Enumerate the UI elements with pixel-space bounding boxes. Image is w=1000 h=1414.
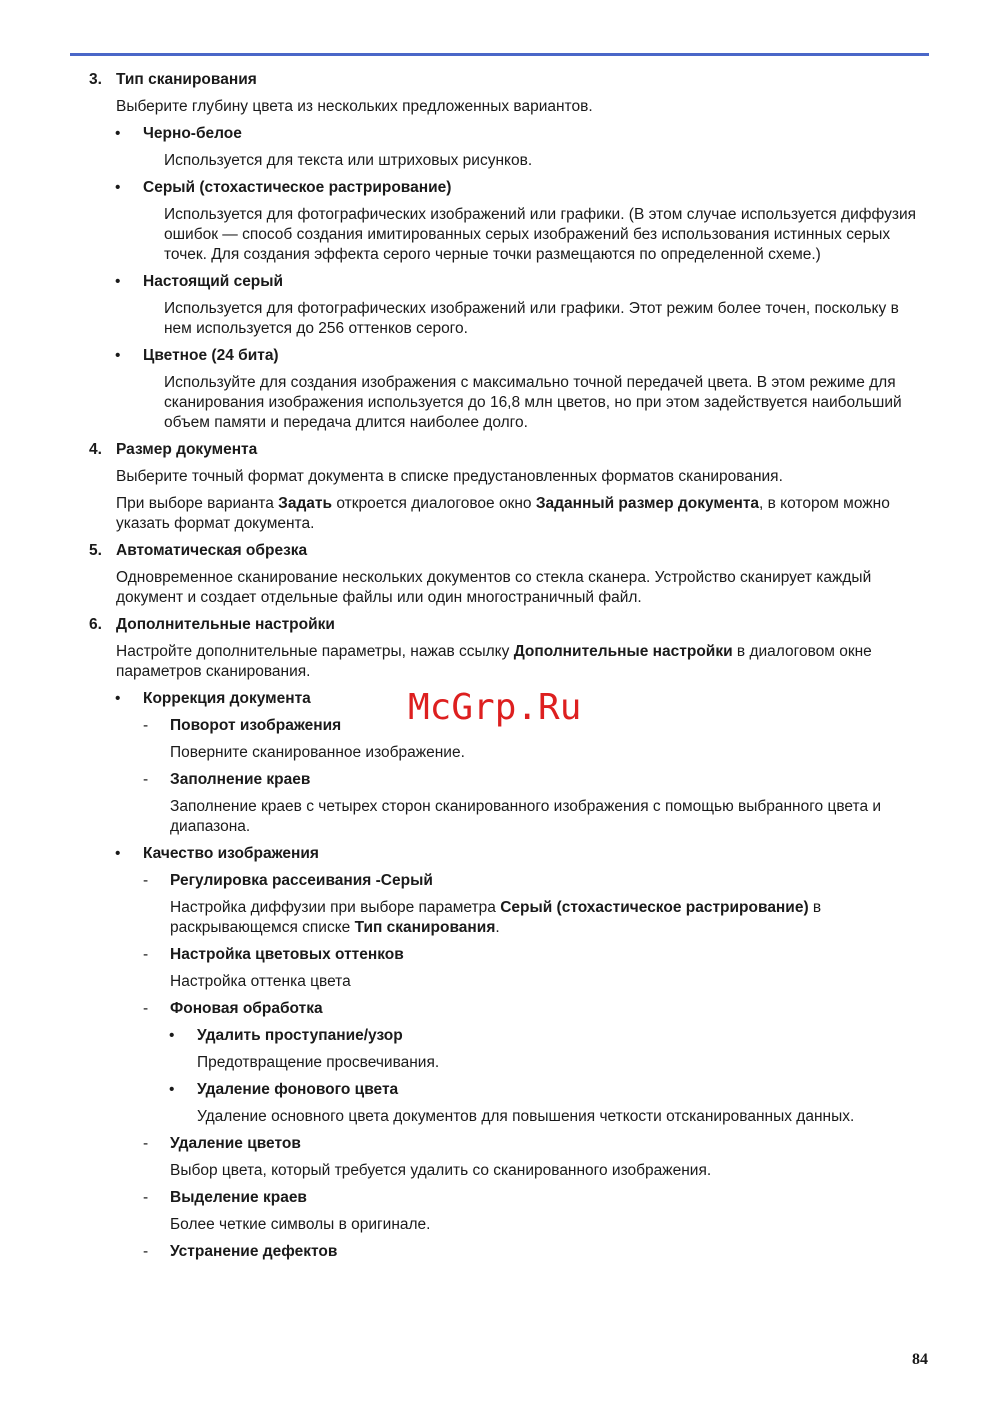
ui-term: Задать xyxy=(278,495,333,512)
sub-item-text: Настройка оттенка цвета xyxy=(170,973,351,990)
text-run: . xyxy=(495,919,500,936)
dash-icon: - xyxy=(143,717,149,734)
section-text xyxy=(0,494,906,534)
ui-term: Серый (стохастическое растрирование) xyxy=(500,899,809,916)
bullet-icon: • xyxy=(115,273,121,290)
sub-item-title: Фоновая обработка xyxy=(170,1000,323,1017)
ui-term: Заданный размер документа xyxy=(535,495,760,512)
item-title: Цветное (24 бита) xyxy=(143,347,279,364)
item-text: Используется для фотографических изображений или графики. Этот режим более точен, поскольку в нем используется до 256 оттенков серого. xyxy=(164,300,899,337)
section-text: Выберите глубину цвета из нескольких предложенных вариантов. xyxy=(116,98,593,115)
bullet-icon: • xyxy=(115,347,121,364)
nested-item-title: Удаление фонового цвета xyxy=(197,1081,399,1098)
dash-icon: - xyxy=(143,771,149,788)
item-title: Коррекция документа xyxy=(143,690,311,707)
list-item xyxy=(0,178,1000,198)
text-run: При выборе варианта xyxy=(116,495,279,512)
bullet-icon: • xyxy=(115,690,121,707)
section-3-heading xyxy=(0,70,1000,90)
section-text xyxy=(0,642,906,682)
ui-term: Тип сканирования xyxy=(354,919,496,936)
dash-icon: - xyxy=(143,1000,149,1017)
sub-item-title: Настройка цветовых оттенков xyxy=(170,946,404,963)
section-number: 6. xyxy=(89,616,102,633)
item-text: Используйте для создания изображения с максимально точной передачей цвета. В этом режиме для сканирования изображения используется до 16,8 млн цветов, но при этом задействуется наибольший объем памяти и передача длится наиболее долго. xyxy=(164,374,902,431)
sub-item xyxy=(0,871,1000,891)
sub-item-text: Выбор цвета, который требуется удалить со сканированного изображения. xyxy=(170,1162,712,1179)
item-title: Настоящий серый xyxy=(143,273,284,290)
section-text: Одновременное сканирование нескольких документов со стекла сканера. Устройство сканирует каждый документ и создает отдельные файлы или один многостраничный файл. xyxy=(116,569,872,606)
text-run: Настройка диффузии при выборе параметра xyxy=(170,899,501,916)
section-number: 5. xyxy=(89,542,102,559)
dash-icon: - xyxy=(143,872,149,889)
header-rule xyxy=(70,53,929,56)
item-title: Серый (стохастическое растрирование) xyxy=(143,179,452,196)
nested-item xyxy=(0,1026,1000,1046)
section-5-heading xyxy=(0,541,1000,561)
sub-item-title: Регулировка рассеивания -Серый xyxy=(170,872,433,889)
bullet-icon: • xyxy=(169,1027,175,1044)
bullet-icon: • xyxy=(115,125,121,142)
dash-icon: - xyxy=(143,1189,149,1206)
list-item xyxy=(0,124,1000,144)
item-text: Используется для текста или штриховых рисунков. xyxy=(164,152,533,169)
text-run: в раскрывающемся списке xyxy=(170,899,822,936)
sub-item-title: Удаление цветов xyxy=(170,1135,301,1152)
item-title: Качество изображения xyxy=(143,845,319,862)
sub-item xyxy=(0,770,1000,790)
sub-item-text: Поверните сканированное изображение. xyxy=(170,744,465,761)
watermark: McGrp.Ru xyxy=(408,687,582,728)
nested-item-text: Удаление основного цвета документов для повышения четкости отсканированных данных. xyxy=(197,1108,855,1125)
ui-term: Дополнительные настройки xyxy=(513,643,733,660)
section-4-heading xyxy=(0,440,1000,460)
sub-item xyxy=(0,1242,1000,1262)
bullet-icon: • xyxy=(115,179,121,196)
sub-item-title: Заполнение краев xyxy=(170,771,311,788)
sub-item xyxy=(0,1188,1000,1208)
bullet-icon: • xyxy=(115,845,121,862)
dash-icon: - xyxy=(143,946,149,963)
section-title: Автоматическая обрезка xyxy=(116,542,308,559)
text-run: откроется диалоговое окно xyxy=(332,495,536,512)
list-item xyxy=(0,844,1000,864)
section-title: Дополнительные настройки xyxy=(116,616,335,633)
item-title: Черно-белое xyxy=(143,125,242,142)
sub-item-title: Устранение дефектов xyxy=(170,1243,338,1260)
sub-item-text: Заполнение краев с четырех сторон сканированного изображения с помощью выбранного цвета и диапазона. xyxy=(170,798,882,835)
sub-item xyxy=(0,999,1000,1019)
sub-item-text: Более четкие символы в оригинале. xyxy=(170,1216,431,1233)
section-text: Выберите точный формат документа в списке предустановленных форматов сканирования. xyxy=(116,468,783,485)
dash-icon: - xyxy=(143,1135,149,1152)
bullet-icon: • xyxy=(169,1081,175,1098)
sub-item-title: Выделение краев xyxy=(170,1189,307,1206)
text-run: в диалоговом окне параметров сканирования. xyxy=(116,643,872,680)
text-run: , в котором можно указать формат документа. xyxy=(116,495,890,532)
section-title: Размер документа xyxy=(116,441,258,458)
section-number: 3. xyxy=(89,71,102,88)
nested-item xyxy=(0,1080,1000,1100)
list-item xyxy=(0,272,1000,292)
section-title: Тип сканирования xyxy=(116,71,257,88)
list-item xyxy=(0,346,1000,366)
page-number: 84 xyxy=(912,1351,928,1368)
sub-item xyxy=(0,1134,1000,1154)
section-6-heading xyxy=(0,615,1000,635)
dash-icon: - xyxy=(143,1243,149,1260)
nested-item-title: Удалить проступание/узор xyxy=(197,1027,403,1044)
section-number: 4. xyxy=(89,441,102,458)
sub-item xyxy=(0,945,1000,965)
item-text: Используется для фотографических изображений или графики. (В этом случае используется диффузия ошибок — способ создания имитированных серых изображений без использования истинных серых точек. Для создания эффекта серого черные точки размещаются по определенной схеме.) xyxy=(164,206,916,263)
document-body xyxy=(0,70,1000,1262)
sub-item-text xyxy=(0,898,930,938)
nested-item-text: Предотвращение просвечивания. xyxy=(197,1054,440,1071)
text-run: Настройте дополнительные параметры, нажав ссылку xyxy=(116,643,514,660)
sub-item-title: Поворот изображения xyxy=(170,717,342,734)
